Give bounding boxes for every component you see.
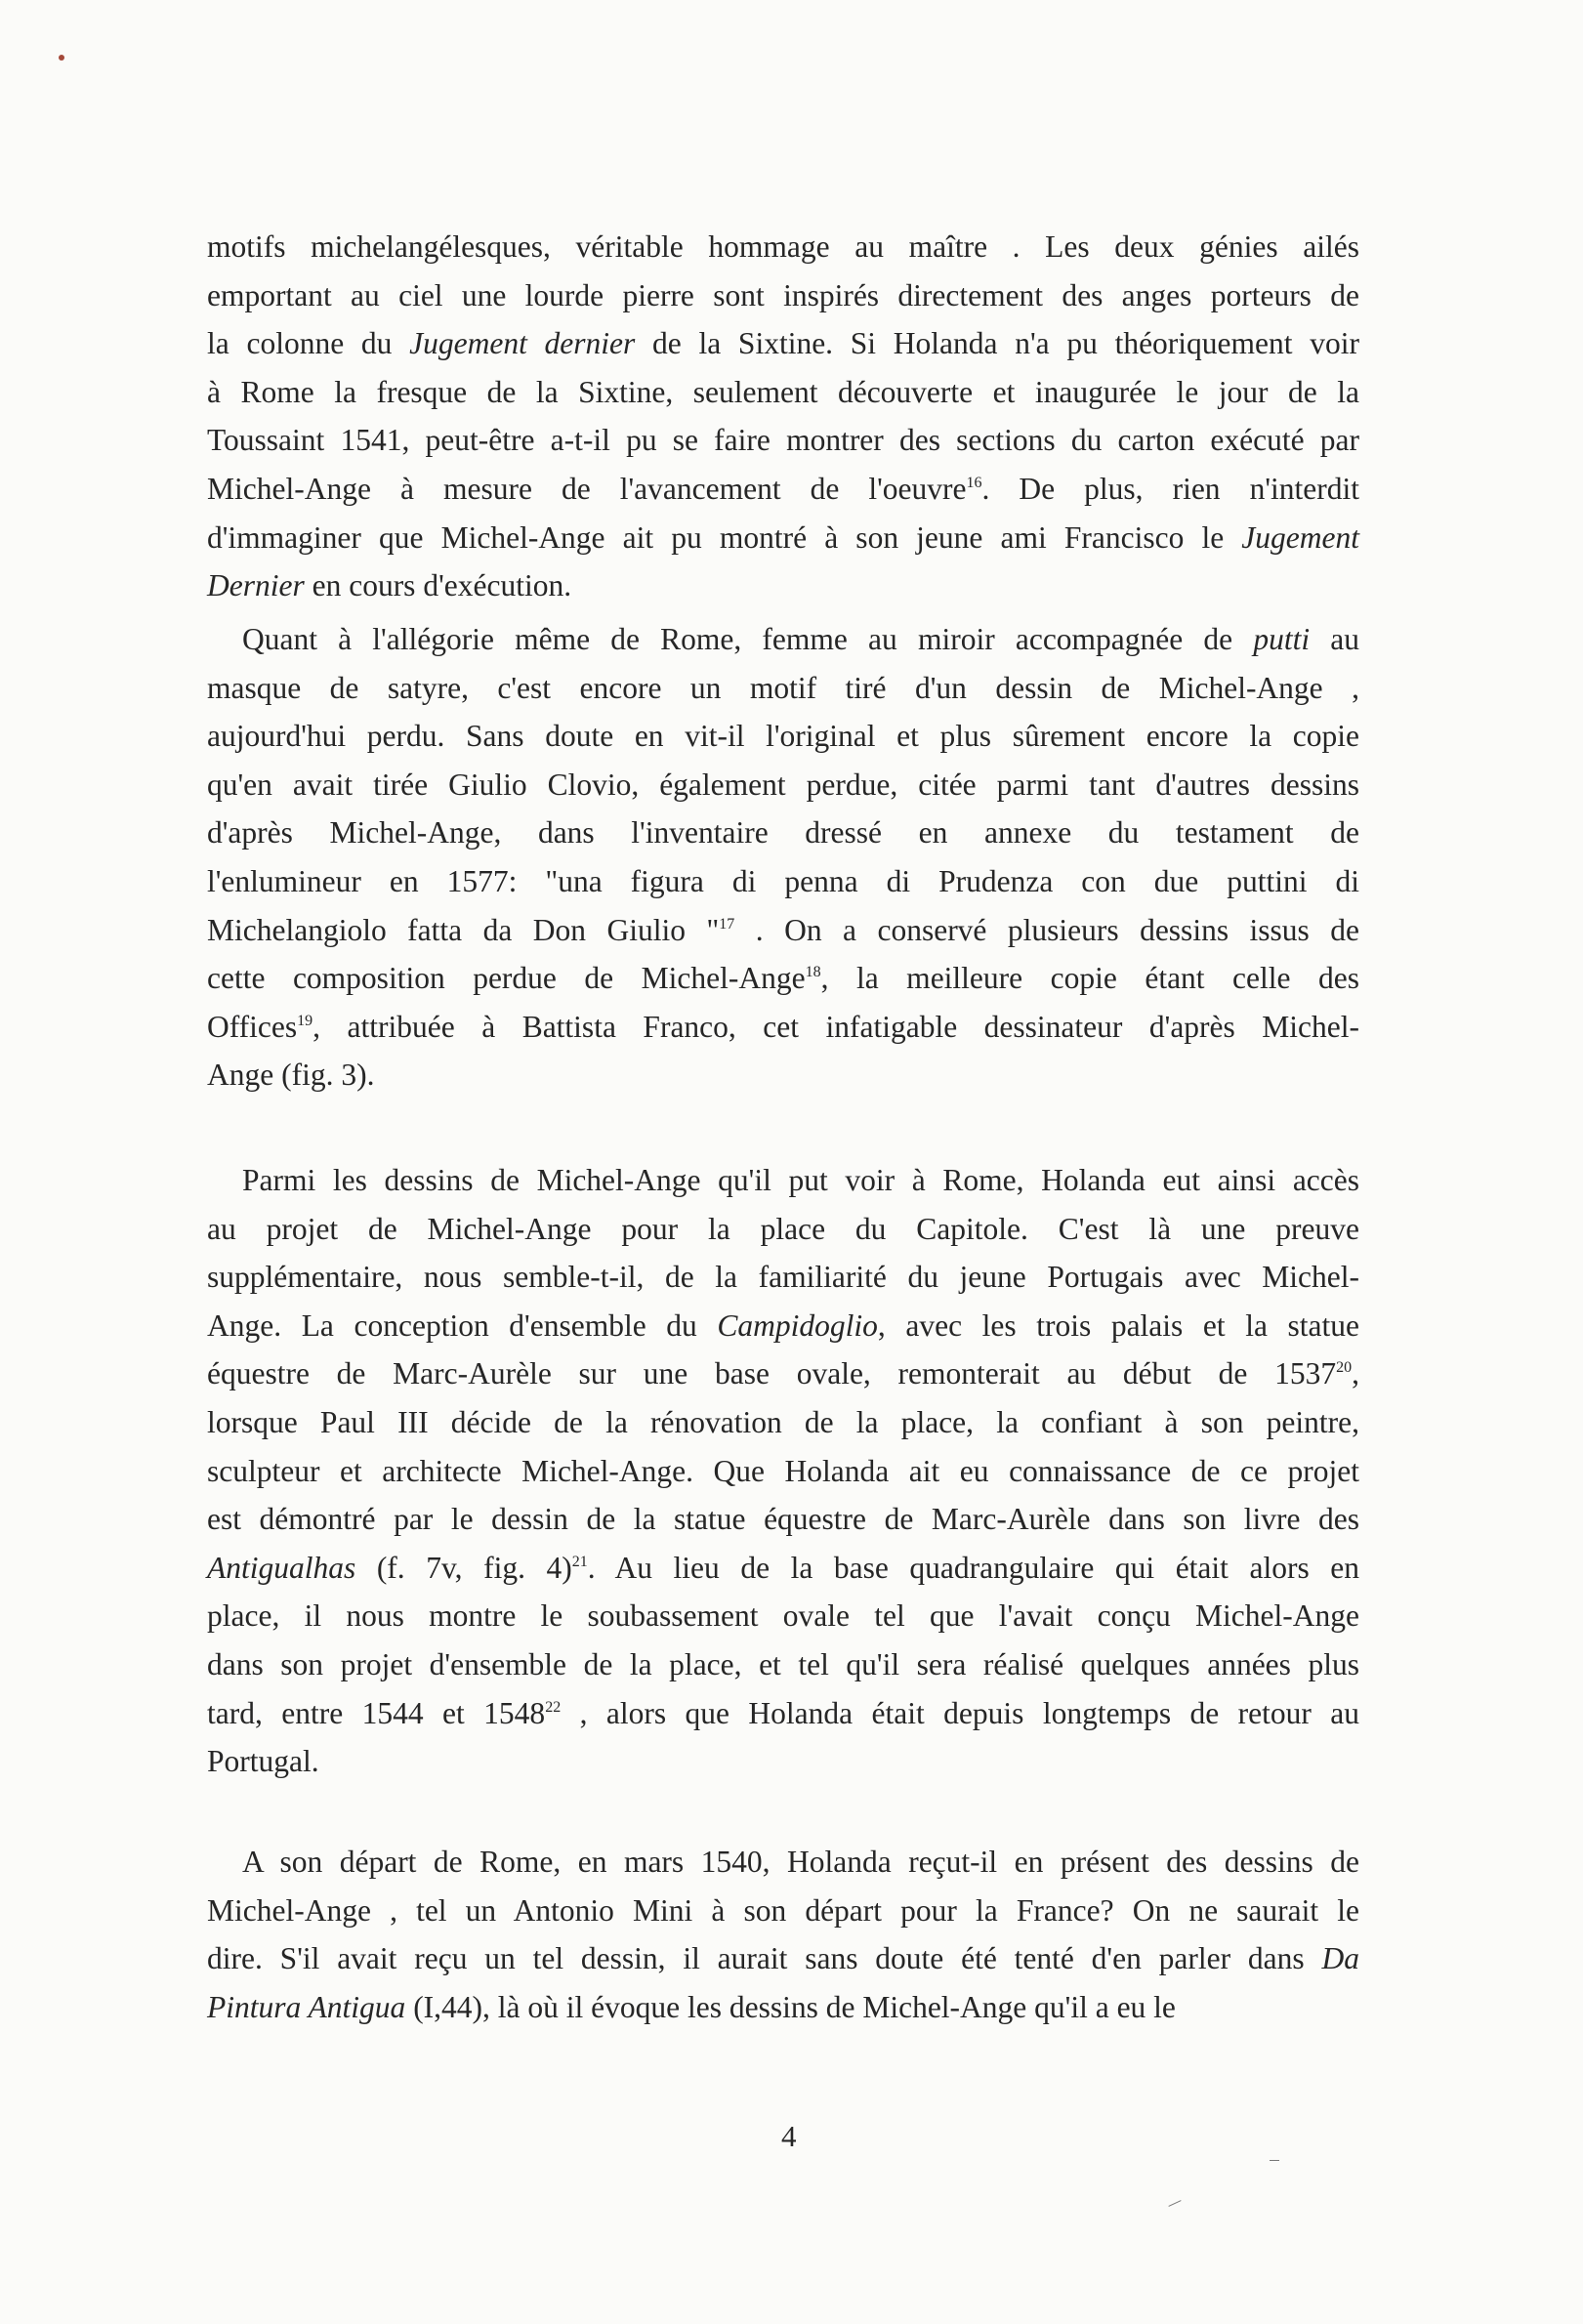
footnote-ref: 16 <box>966 474 982 491</box>
text-line <box>207 1447 1359 1496</box>
text-line <box>207 857 1359 906</box>
text-line <box>207 1302 1359 1350</box>
text-run: Ange. La conception d'ensemble du <box>207 1307 718 1343</box>
text-run: est démontré par le dessin de la statue équestre de Marc-Aurèle dans son livre des <box>207 1502 1359 1537</box>
text-run: d'après Michel-Ange, dans l'inventaire dressé en annexe du testament de <box>207 815 1359 851</box>
text-run: dans son projet d'ensemble de la place, et tel qu'il sera réalisé quelques années plus <box>207 1646 1359 1681</box>
text-run: , <box>1352 1356 1359 1391</box>
italic-title: putti <box>1253 622 1311 656</box>
text-line <box>207 561 1359 610</box>
text-line <box>207 712 1359 761</box>
footnote-ref: 20 <box>1336 1359 1353 1377</box>
text-run: Michel-Ange , tel un Antonio Mini à son départ pour la France? On ne saurait le <box>207 1892 1359 1928</box>
text-run: . Au lieu de la base quadrangulaire qui était alors en <box>587 1550 1359 1585</box>
text-run: supplémentaire, nous semble-t-il, de la familiarité du jeune Portugais avec Michel- <box>207 1260 1359 1295</box>
footnote-ref: 17 <box>719 915 735 933</box>
text-line <box>207 664 1359 713</box>
ink-speck <box>59 55 64 61</box>
text-line <box>207 1592 1359 1640</box>
text-run: , alors que Holanda était depuis longtemps de retour au <box>561 1695 1359 1730</box>
text-run: , la meilleure copie étant celle des <box>820 961 1359 996</box>
text-run: au projet de Michel-Ange pour la place du Capitole. C'est là une preuve <box>207 1211 1359 1246</box>
text-line <box>207 1887 1359 1935</box>
text-line <box>207 1838 1359 1887</box>
pencil-mark <box>1168 2200 1181 2207</box>
text-run: place, il nous montre le soubassement ovale tel que l'avait conçu Michel-Ange <box>207 1598 1359 1634</box>
text-line <box>207 319 1359 368</box>
text-line <box>207 1051 1359 1100</box>
text-line <box>207 1349 1359 1398</box>
text-run: Toussaint 1541, peut-être a-t-il pu se faire montrer des sections du carton exécuté par <box>207 423 1359 458</box>
text-line <box>207 1156 1359 1205</box>
italic-title: Jugement dernier <box>409 326 636 361</box>
text-line <box>207 223 1359 271</box>
footnote-ref: 22 <box>545 1698 562 1716</box>
italic-title: Da <box>1321 1941 1359 1976</box>
text-run: dire. S'il avait reçu un tel dessin, il aurait sans doute été tenté d'en parler dans <box>207 1941 1322 1976</box>
text-run: (I,44), là où il évoque les dessins de Michel-Ange qu'il a eu le <box>405 1989 1176 2024</box>
text-run: la colonne du <box>207 326 410 361</box>
paragraph-3 <box>207 1156 1359 1786</box>
pencil-mark <box>1270 2160 1279 2161</box>
text-line <box>207 465 1359 514</box>
text-line <box>207 1934 1359 1983</box>
paragraph-1 <box>207 223 1359 610</box>
text-run: équestre de Marc-Aurèle sur une base ovale, remonterait au début de 1537 <box>207 1356 1337 1391</box>
text-run: , attribuée à Battista Franco, cet infatigable dessinateur d'après Michel- <box>312 1009 1359 1044</box>
text-line <box>207 809 1359 857</box>
text-run: , avec les trois palais et la statue <box>877 1307 1360 1343</box>
footnote-ref: 21 <box>571 1553 588 1570</box>
page-number: 4 <box>781 2119 797 2153</box>
text-line <box>207 1544 1359 1593</box>
text-run: d'immaginer que Michel-Ange ait pu montré à son jeune ami Francisco le <box>207 519 1242 555</box>
text-line <box>207 271 1359 320</box>
text-run: lorsque Paul III décide de la rénovation de la place, la confiant à son peintre, <box>207 1404 1359 1439</box>
paragraph-4 <box>207 1838 1359 2031</box>
text-line <box>207 1495 1359 1544</box>
text-run: emportant au ciel une lourde pierre sont inspirés directement des anges porteurs de <box>207 277 1359 312</box>
text-run: de la Sixtine. Si Holanda n'a pu théoriquement voir <box>635 326 1359 361</box>
text-run: motifs michelangélesques, véritable hommage au maître . Les deux génies ailés <box>207 229 1359 264</box>
text-run: qu'en avait tirée Giulio Clovio, également perdue, citée parmi tant d'autres dessins <box>207 767 1359 802</box>
text-run: en cours d'exécution. <box>304 568 572 603</box>
text-run: . On a conservé plusieurs dessins issus de <box>734 912 1359 947</box>
italic-title: Pintura Antigua <box>207 1989 406 2024</box>
text-run: aujourd'hui perdu. Sans doute en vit-il l'original et plus sûrement encore la copie <box>207 719 1359 754</box>
text-run: (f. 7v, fig. 4) <box>355 1550 572 1585</box>
italic-title: Jugement <box>1241 519 1359 555</box>
text-line <box>207 1205 1359 1254</box>
text-line <box>207 368 1359 417</box>
text-line <box>207 1737 1359 1786</box>
text-run: . De plus, rien n'interdit <box>981 471 1359 506</box>
text-line <box>207 1640 1359 1689</box>
text-line <box>207 761 1359 809</box>
paragraph-2 <box>207 615 1359 1100</box>
text-run: Quant à l'allégorie même de Rome, femme au miroir accompagnée de <box>242 622 1254 656</box>
text-line <box>207 514 1359 562</box>
italic-title: Campidoglio <box>717 1307 878 1343</box>
text-line <box>207 1003 1359 1052</box>
text-run: Offices <box>207 1009 298 1044</box>
text-run: tard, entre 1544 et 1548 <box>207 1695 546 1730</box>
text-run: Ange (fig. 3). <box>207 1058 375 1093</box>
text-run: Michelangiolo fatta da Don Giulio " <box>207 912 720 947</box>
text-run: au <box>1310 622 1359 656</box>
text-line <box>207 1689 1359 1738</box>
text-line <box>207 906 1359 955</box>
text-line <box>207 1983 1359 2032</box>
text-run: sculpteur et architecte Michel-Ange. Que Holanda ait eu connaissance de ce projet <box>207 1453 1359 1488</box>
text-line <box>207 954 1359 1003</box>
text-line <box>207 1398 1359 1447</box>
text-run: masque de satyre, c'est encore un motif tiré d'un dessin de Michel-Ange , <box>207 670 1359 705</box>
footnote-ref: 19 <box>297 1012 313 1029</box>
text-run: l'enlumineur en 1577: "una figura di penna di Prudenza con due puttini di <box>207 863 1359 898</box>
text-run: à Rome la fresque de la Sixtine, seulement découverte et inaugurée le jour de la <box>207 374 1359 409</box>
text-line <box>207 1253 1359 1302</box>
text-run: cette composition perdue de Michel-Ange <box>207 961 806 996</box>
italic-title: Dernier <box>207 568 305 603</box>
italic-title: Antigualhas <box>207 1550 356 1585</box>
text-run: Parmi les dessins de Michel-Ange qu'il put voir à Rome, Holanda eut ainsi accès <box>242 1163 1359 1197</box>
text-run: Portugal. <box>207 1744 319 1779</box>
text-run: A son départ de Rome, en mars 1540, Holanda reçut-il en présent des dessins de <box>242 1845 1359 1879</box>
footnote-ref: 18 <box>805 964 821 981</box>
text-line <box>207 416 1359 465</box>
text-run: Michel-Ange à mesure de l'avancement de l'oeuvre <box>207 471 967 506</box>
text-line <box>207 615 1359 664</box>
